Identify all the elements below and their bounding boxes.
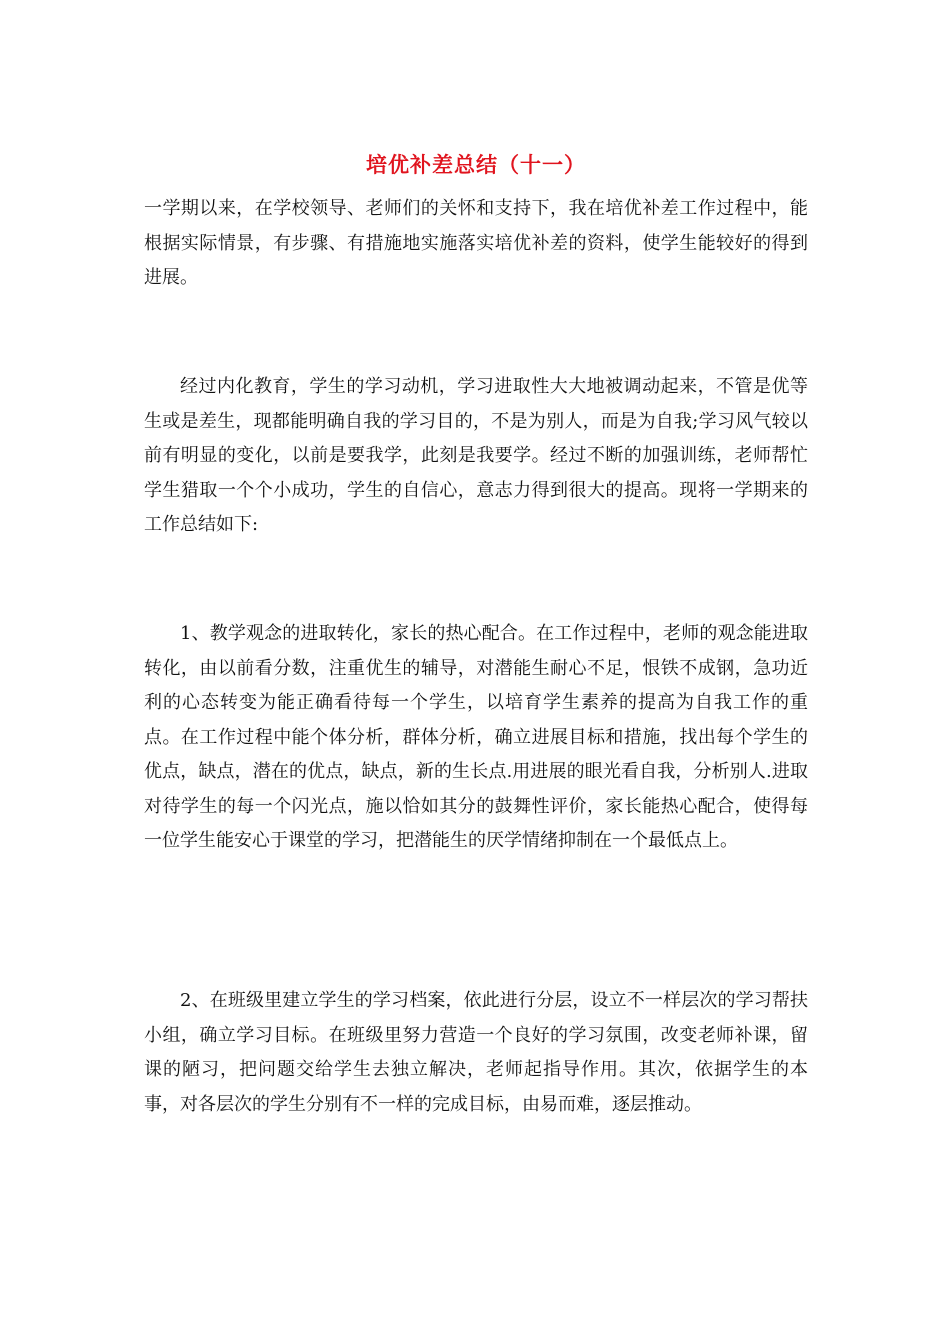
paragraph-learning-motivation: 经过内化教育，学生的学习动机，学习进取性大大地被调动起来，不管是优等生或是差生，现都能明确自我的学习目的，不是为别人，而是为自我;学习风气较以前有明显的变化，以前是要我学，此刻是我要学。经过不断的加强训练，老师帮忙学生猎取一个个小成功，学生的自信心，意志力得到很大的提高。现将一学期来的工作总结如下: [144,376,808,535]
document-page [144,0,808,1344]
document-title: 培优补差总结（十一） [366,152,586,177]
paragraph-item-2: 2、在班级里建立学生的学习档案，依此进行分层，设立不一样层次的学习帮扶小组，确立学习目标。在班级里努力营造一个良好的学习氛围，改变老师补课，留课的陋习，把问题交给学生去独立解决，老师起指导作用。其次，依据学生的本事，对各层次的学生分别有不一样的完成目标，由易而难，逐层推动。 [144,990,808,1115]
paragraph-intro: 一学期以来，在学校领导、老师们的关怀和支持下，我在培优补差工作过程中，能根据实际情景，有步骤、有措施地实施落实培优补差的资料，使学生能较好的得到进展。 [144,198,808,288]
paragraph-item-1: 1、教学观念的进取转化，家长的热心配合。在工作过程中，老师的观念能进取转化，由以前看分数，注重优生的辅导，对潜能生耐心不足，恨铁不成钢，急功近利的心态转变为能正确看待每一个学生，以培育学生素养的提高为自我工作的重点。在工作过程中能个体分析，群体分析，确立进展目标和措施，找出每个学生的优点，缺点，潜在的优点，缺点，新的生长点.用进展的眼光看自我，分析别人.进取对待学生的每一个闪光点，施以恰如其分的鼓舞性评价，家长能热心配合，使得每一位学生能安心于课堂的学习，把潜能生的厌学情绪抑制在一个最低点上。 [144,623,808,851]
